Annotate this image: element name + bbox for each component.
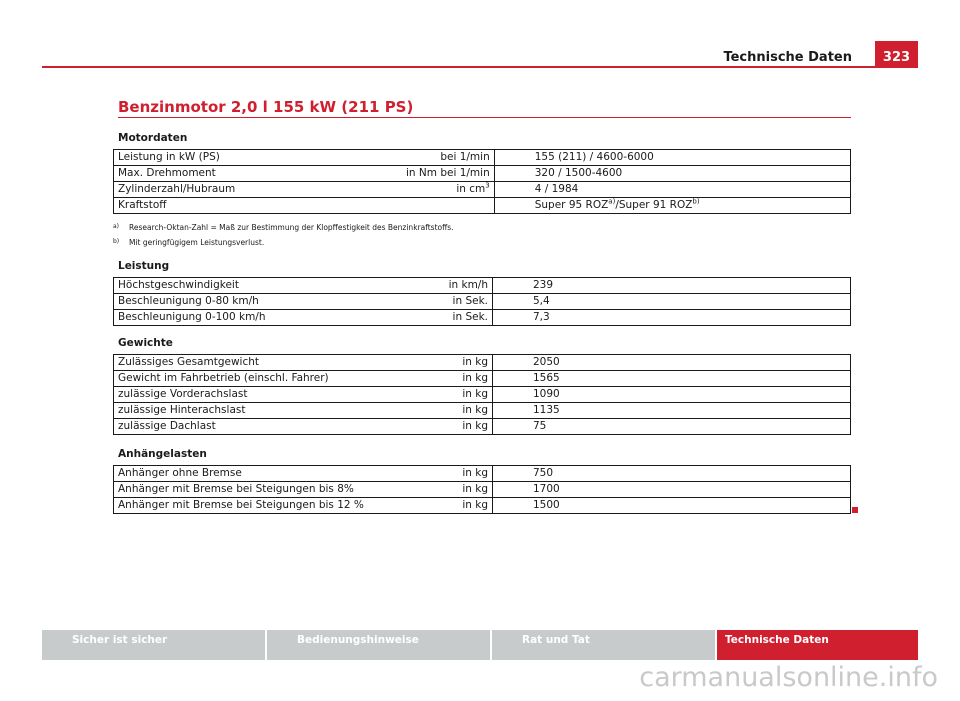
row-label: zulässige Hinterachslast: [114, 403, 403, 419]
row-value: 1700: [493, 482, 851, 498]
row-value: 750: [493, 466, 851, 482]
row-value: 7,3: [493, 310, 851, 326]
table-row: [114, 310, 851, 326]
row-unit: [402, 182, 494, 198]
table-row: [114, 198, 851, 214]
row-label: Zylinderzahl/Hubraum: [114, 182, 403, 198]
row-unit: in kg: [402, 355, 493, 371]
row-value: 155 (211) / 4600-6000: [494, 150, 850, 166]
table-row: [114, 182, 851, 198]
row-label: Anhänger mit Bremse bei Steigungen bis 8%: [114, 482, 403, 498]
row-unit: in km/h: [402, 278, 493, 294]
row-value: 1090: [493, 387, 851, 403]
row-value: 320 / 1500-4600: [494, 166, 850, 182]
row-value: 4 / 1984: [494, 182, 850, 198]
row-label: Zulässiges Gesamtgewicht: [114, 355, 403, 371]
row-unit: in kg: [402, 387, 493, 403]
unit-superscript: 3: [485, 181, 490, 190]
section-title: Benzinmotor 2,0 l 155 kW (211 PS): [118, 98, 414, 116]
table-row: [114, 166, 851, 182]
table-row: [114, 150, 851, 166]
row-label: zulässige Dachlast: [114, 419, 403, 435]
row-label: Max. Drehmoment: [114, 166, 403, 182]
footnote-text: Research-Oktan-Zahl = Maß zur Bestimmung der Klopffestigkeit des Benzinkraftstoffs.: [129, 223, 454, 232]
section-divider: [118, 117, 851, 118]
table-row: [114, 371, 851, 387]
table-leistung: [113, 277, 851, 326]
row-unit: [402, 198, 494, 214]
watermark: carmanualsonline.info: [639, 662, 938, 693]
row-label: Beschleunigung 0-80 km/h: [114, 294, 403, 310]
section-end-marker: [852, 507, 858, 513]
fuel-value-b: /Super 91 ROZ: [615, 199, 693, 211]
table-gewichte: [113, 354, 851, 435]
footer-tab-bedienung[interactable]: Bedienungshinweise: [267, 630, 492, 660]
row-unit: in kg: [402, 482, 493, 498]
footnote-a: [113, 223, 454, 232]
table-row: [114, 278, 851, 294]
row-unit: in kg: [402, 466, 493, 482]
table-row: [114, 387, 851, 403]
row-unit: in kg: [402, 419, 493, 435]
row-unit: in kg: [402, 403, 493, 419]
row-unit: in Sek.: [402, 310, 493, 326]
row-value: 1135: [493, 403, 851, 419]
row-unit: bei 1/min: [402, 150, 494, 166]
row-label: Kraftstoff: [114, 198, 403, 214]
row-value: 239: [493, 278, 851, 294]
table-row: [114, 498, 851, 514]
footer-nav: [42, 630, 918, 660]
row-value: 2050: [493, 355, 851, 371]
header-divider: [42, 66, 918, 68]
row-unit: in kg: [402, 371, 493, 387]
table-row: [114, 466, 851, 482]
table-anhaengelasten: [113, 465, 851, 514]
table-row: [114, 419, 851, 435]
row-unit: in Sek.: [402, 294, 493, 310]
table-row: [114, 482, 851, 498]
heading-gewichte: Gewichte: [118, 337, 173, 349]
footnote-text: Mit geringfügigem Leistungsverlust.: [129, 238, 265, 247]
footnote-ref-a: a): [608, 197, 616, 206]
unit-text: in cm: [456, 183, 486, 195]
row-value: 75: [493, 419, 851, 435]
footnote-ref-b: b): [692, 197, 700, 206]
heading-anhaengelasten: Anhängelasten: [118, 448, 207, 460]
row-value: [494, 198, 850, 214]
row-value: 1500: [493, 498, 851, 514]
table-row: [114, 403, 851, 419]
chapter-title: Technische Daten: [723, 50, 852, 65]
footnote-mark: a): [113, 223, 120, 230]
row-label: Beschleunigung 0-100 km/h: [114, 310, 403, 326]
row-unit: in Nm bei 1/min: [402, 166, 494, 182]
row-label: Gewicht im Fahrbetrieb (einschl. Fahrer): [114, 371, 403, 387]
footnote-b: [113, 238, 264, 247]
row-label: zulässige Vorderachslast: [114, 387, 403, 403]
row-label: Höchstgeschwindigkeit: [114, 278, 403, 294]
footnote-mark: b): [113, 238, 120, 245]
heading-leistung: Leistung: [118, 260, 170, 272]
table-motordaten: [113, 149, 851, 214]
footer-tab-technische-daten[interactable]: Technische Daten: [717, 630, 918, 660]
footer-tab-rat[interactable]: Rat und Tat: [492, 630, 717, 660]
row-label: Anhänger mit Bremse bei Steigungen bis 12 %: [114, 498, 403, 514]
row-unit: in kg: [402, 498, 493, 514]
row-value: 5,4: [493, 294, 851, 310]
footer-tab-sicher[interactable]: Sicher ist sicher: [42, 630, 267, 660]
row-value: 1565: [493, 371, 851, 387]
table-row: [114, 355, 851, 371]
row-label: Leistung in kW (PS): [114, 150, 403, 166]
table-row: [114, 294, 851, 310]
row-label: Anhänger ohne Bremse: [114, 466, 403, 482]
fuel-value-a: Super 95 ROZ: [534, 199, 609, 211]
heading-motordaten: Motordaten: [118, 132, 188, 144]
page-number: 323: [875, 41, 918, 68]
